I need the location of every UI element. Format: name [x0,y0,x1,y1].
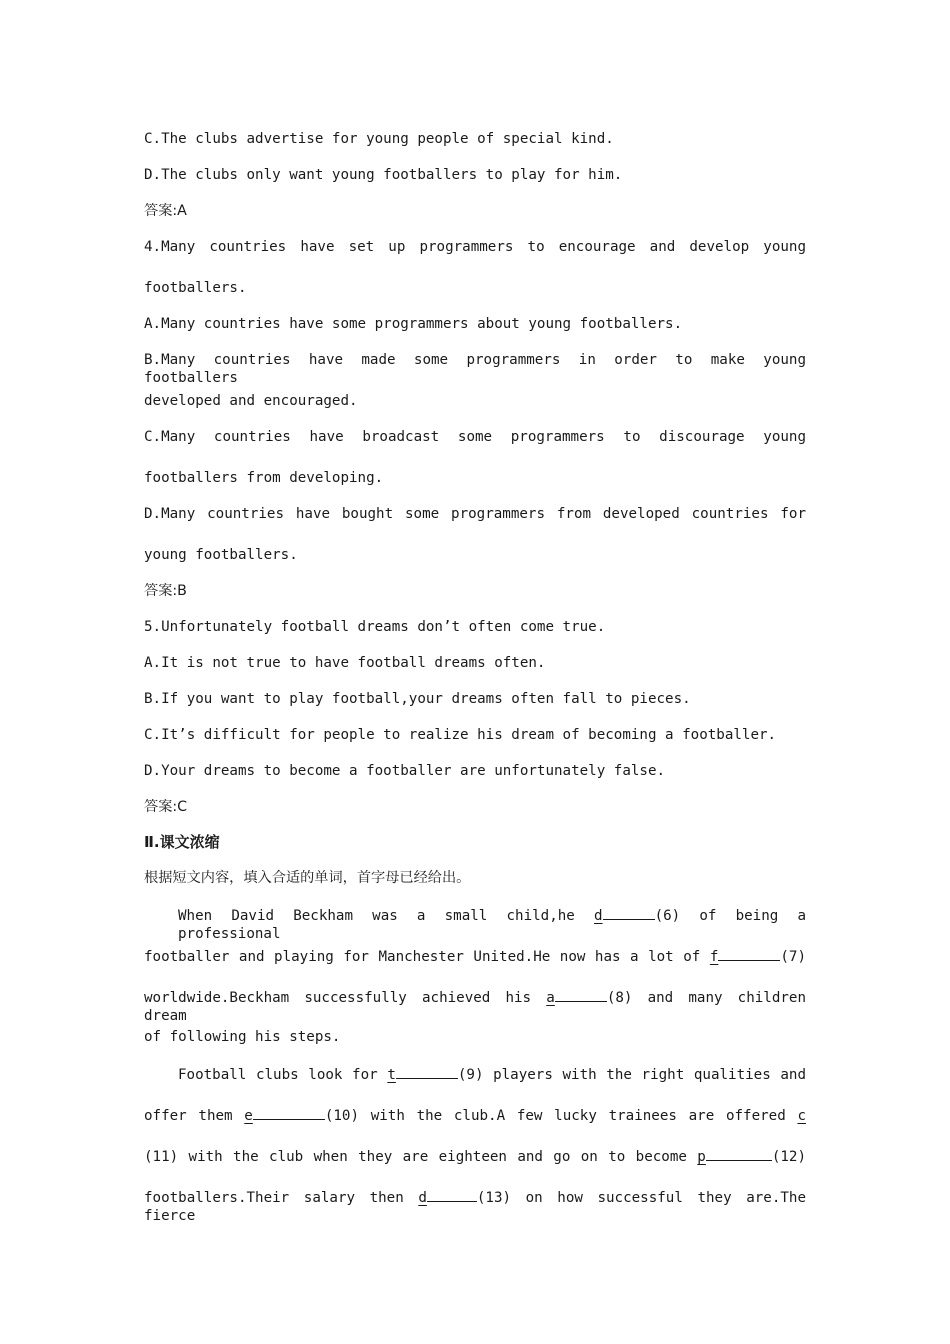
option-d-q3: D.The clubs only want young footballers to play for him. [144,167,623,183]
blank-12[interactable]: p [697,1149,772,1165]
blank-7[interactable]: f [710,949,781,965]
passage-line-7: (11) with the club when they are eighteen and go on to become p (12) [144,1146,806,1166]
passage-line-8: footballers.Their salary then d (13) on how successful they are.The fierce [144,1187,806,1225]
blank-10[interactable]: e [244,1108,325,1124]
option-d-q5: D.Your dreams to become a footballer are unfortunately false. [144,763,666,779]
answer-q5: 答案:C [144,799,188,815]
section-instruction: 根据短文内容，填入合适的单词，首字母已经给出。 [144,870,471,886]
blank-6[interactable]: d [594,908,655,924]
option-c-q3: C.The clubs advertise for young people of special kind. [144,131,614,147]
question-4-cont: footballers. [144,280,247,296]
passage-line-2: footballer and playing for Manchester United.He now has a lot of f (7) [144,946,806,966]
answer-q3: 答案:A [144,203,187,219]
question-4: 4.Many countries have set up programmers to encourage and develop young [144,239,806,255]
option-b-q4: B.Many countries have made some programmers in order to make young footballers [144,352,806,386]
blank-13[interactable]: d [418,1190,477,1206]
option-c-q5: C.It’s difficult for people to realize his dream of becoming a footballer. [144,727,777,743]
section-heading: Ⅱ.课文浓缩 [144,833,220,851]
passage-line-3: worldwide.Beckham successfully achieved his a (8) and many children dream [144,987,806,1025]
question-5: 5.Unfortunately football dreams don’t often come true. [144,619,606,635]
option-c-q4-cont: footballers from developing. [144,470,384,486]
passage-line-5: Football clubs look for t (9) players with the right qualities and [144,1064,806,1084]
option-a-q4: A.Many countries have some programmers about young footballers. [144,316,683,332]
passage-line-6: offer them e (10) with the club.A few lucky trainees are offered c [144,1105,806,1125]
option-d-q4: D.Many countries have bought some programmers from developed countries for [144,506,806,522]
blank-9[interactable]: t [387,1067,458,1083]
option-a-q5: A.It is not true to have football dreams often. [144,655,546,671]
blank-11[interactable]: c [797,1108,806,1124]
blank-8[interactable]: a [546,990,607,1006]
passage-line-1: When David Beckham was a small child,he d (6) of being a professional [144,905,806,943]
option-d-q4-cont: young footballers. [144,547,298,563]
answer-q4: 答案:B [144,583,187,599]
option-b-q4-cont: developed and encouraged. [144,393,358,409]
passage-line-4: of following his steps. [144,1029,341,1045]
option-b-q5: B.If you want to play football,your dreams often fall to pieces. [144,691,691,707]
option-c-q4: C.Many countries have broadcast some programmers to discourage young [144,429,806,445]
